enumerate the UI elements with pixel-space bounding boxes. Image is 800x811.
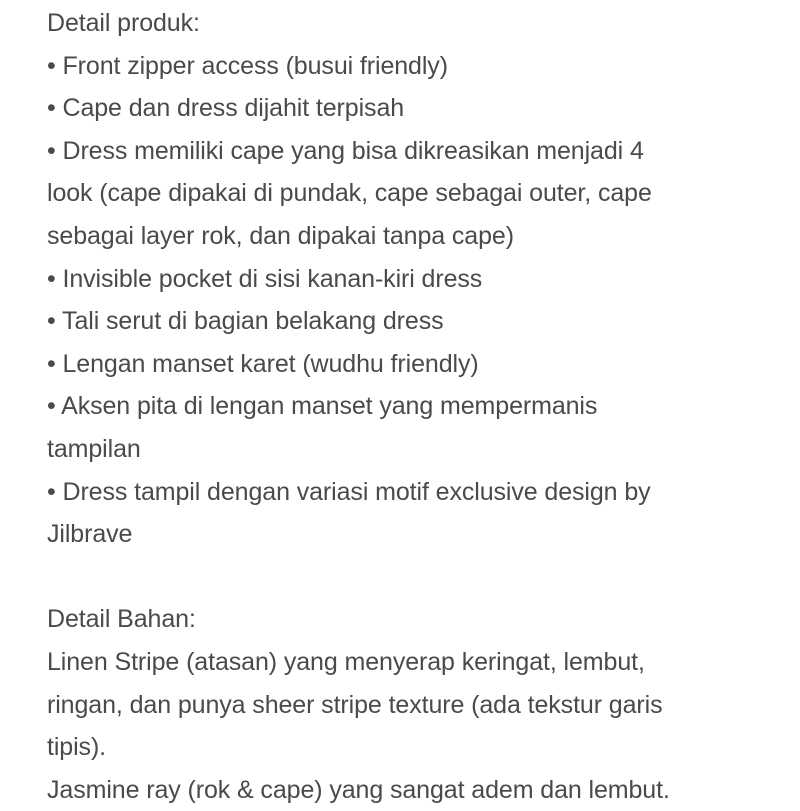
detail-line-aksen-pita-cont: tampilan <box>47 434 141 463</box>
product-description <box>47 0 777 811</box>
detail-line-cape-look: • Dress memiliki cape yang bisa dikreasikan menjadi 4 <box>47 136 644 165</box>
detail-line-invisible-pocket: • Invisible pocket di sisi kanan-kiri dress <box>47 264 483 293</box>
material-line-linen-cont2: tipis). <box>47 733 107 762</box>
material-line-linen: Linen Stripe (atasan) yang menyerap keringat, lembut, <box>47 647 645 676</box>
material-line-linen-cont: ringan, dan punya sheer stripe texture (ada tekstur garis <box>47 690 663 719</box>
detail-line-front-zipper: • Front zipper access (busui friendly) <box>47 51 448 80</box>
detail-line-lengan-manset: • Lengan manset karet (wudhu friendly) <box>47 349 479 378</box>
detail-line-cape-look-cont2: sebagai layer rok, dan dipakai tanpa cape) <box>47 221 514 250</box>
detail-line-motif-cont: Jilbrave <box>47 520 133 549</box>
detail-line-aksen-pita: • Aksen pita di lengan manset yang mempermanis <box>47 392 598 421</box>
material-details-heading: Detail Bahan: <box>47 605 196 634</box>
product-details-heading: Detail produk: <box>47 9 200 37</box>
detail-line-motif: • Dress tampil dengan variasi motif exclusive design by <box>47 477 651 506</box>
detail-line-tali-serut: • Tali serut di bagian belakang dress <box>47 307 444 336</box>
detail-line-cape-look-cont: look (cape dipakai di pundak, cape sebagai outer, cape <box>47 179 652 208</box>
detail-line-cape-dress: • Cape dan dress dijahit terpisah <box>47 94 405 123</box>
material-line-jasmine: Jasmine ray (rok & cape) yang sangat adem dan lembut. <box>47 775 670 804</box>
section-spacer <box>47 556 777 599</box>
